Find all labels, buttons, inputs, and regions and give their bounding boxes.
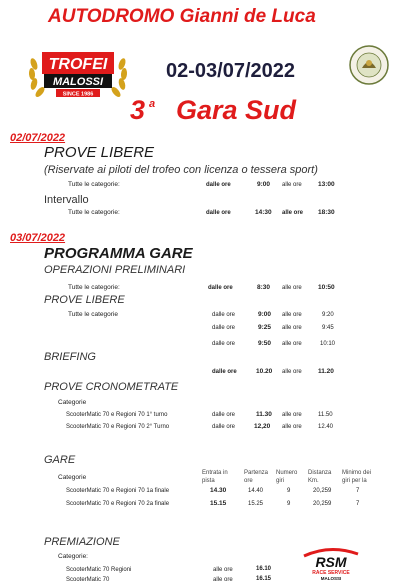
gare-row1-giri: 9 (287, 488, 291, 494)
svg-text:RACE SERVICE: RACE SERVICE (312, 570, 350, 576)
crono-row1-to-time: 11.50 (318, 412, 333, 418)
premiazione-row2-name: ScooterMatic 70 (66, 577, 110, 583)
prove-row1-to: alle ore (282, 312, 302, 318)
prove-row2-to: alle ore (282, 325, 302, 331)
day2-date: 03/07/2022 (10, 232, 66, 244)
day1-date: 02/07/2022 (10, 132, 66, 144)
premiazione-row1-name: ScooterMatic 70 Regioni (66, 567, 132, 573)
gare-row2-distanza: 20,259 (313, 501, 332, 507)
gare-row2-entrata: 15.15 (210, 500, 227, 507)
briefing-to: alle ore (282, 369, 302, 375)
day1-interval-label: Intervallo (44, 194, 89, 206)
gare-header-giri: Numero giri (276, 470, 298, 484)
day1-row1-to-time: 13:00 (318, 181, 335, 188)
crono-label: Categorie (58, 399, 87, 406)
race-name: Gara Sud (176, 95, 297, 125)
crono-row2-to: alle ore (282, 424, 302, 430)
gare-row1-partenza: 14.40 (248, 488, 264, 494)
club-seal-logo (348, 44, 390, 86)
gare-row2-name: ScooterMatic 70 e Regioni 70 2a finale (66, 501, 170, 507)
event-title: AUTODROMO Gianni de Luca (48, 6, 316, 27)
day1-row2-to: alle ore (282, 210, 304, 216)
crono-row1-from-time: 11.30 (256, 411, 272, 418)
day1-section-title: PROVE LIBERE (44, 144, 155, 161)
svg-text:MALOSSI: MALOSSI (52, 76, 104, 88)
day1-row2-from-time: 14:30 (255, 209, 272, 216)
briefing-title: BRIEFING (44, 351, 96, 363)
gare-row1-distanza: 20,259 (313, 488, 332, 494)
day1-row2-to-time: 18:30 (318, 209, 335, 216)
gare-row2-giri: 9 (287, 501, 291, 507)
svg-text:RSM: RSM (315, 554, 347, 570)
gare-header-distanza: Distanza Km. (308, 470, 332, 484)
gare-row1-minimo: 7 (356, 488, 360, 494)
prove-title: PROVE LIBERE (44, 294, 125, 306)
briefing-from-time: 10.20 (256, 368, 273, 375)
prove-row1-from: dalle ore (212, 312, 236, 318)
gare-header-minimo: Minimo dei giri per la (342, 470, 372, 484)
day1-row1-label: Tutte le categorie: (68, 181, 120, 188)
rsm-malossi-logo (300, 546, 362, 584)
day1-row1-to: alle ore (282, 182, 302, 188)
prove-row3-from: dalle ore (212, 341, 236, 347)
crono-row1-from: dalle ore (212, 412, 236, 418)
prove-row1-to-time: 9:20 (322, 312, 334, 318)
crono-row1-to: alle ore (282, 412, 302, 418)
svg-text:MALOSSI: MALOSSI (320, 576, 342, 581)
crono-row2-from: dalle ore (212, 424, 236, 430)
gare-header-partenza: Partenza ore (244, 470, 269, 484)
prove-row2-from: dalle ore (212, 325, 236, 331)
race-number-superscript: a (149, 98, 156, 110)
premiazione-row1-time: 16.10 (256, 566, 272, 572)
gare-label: Categorie (58, 474, 87, 481)
premiazione-row2-time: 16.15 (256, 576, 272, 582)
prove-label: Tutte le categorie (68, 311, 118, 318)
svg-text:TROFEI: TROFEI (48, 56, 108, 73)
briefing-to-time: 11.20 (318, 368, 334, 375)
crono-row2-to-time: 12.40 (318, 424, 334, 430)
prove-row2-from-time: 9:25 (258, 324, 272, 331)
prove-row2-to-time: 9:45 (322, 325, 334, 331)
day1-section-note: (Riservate ai piloti del trofeo con licenza o tessera sport) (44, 164, 318, 176)
premiazione-row2-at: alle ore (213, 577, 233, 583)
prelim-to: alle ore (282, 285, 302, 291)
premiazione-label: Categorie: (58, 553, 88, 560)
premiazione-row1-at: alle ore (213, 567, 233, 573)
day1-row1-from-time: 9:00 (257, 181, 271, 188)
race-number: 3 (130, 95, 146, 125)
day2-section-title: PROGRAMMA GARE (44, 245, 193, 262)
day1-row2-label: Tutte le categorie: (68, 209, 120, 216)
gare-row2-minimo: 7 (356, 501, 360, 507)
crono-title: PROVE CRONOMETRATE (44, 381, 179, 393)
prove-row3-to-time: 10:10 (320, 341, 336, 347)
prelim-label: Tutte le categorie: (68, 284, 120, 291)
prelim-from: dalle ore (208, 285, 233, 291)
event-date-range: 02-03/07/2022 (166, 60, 296, 82)
prove-row1-from-time: 9:00 (258, 311, 272, 318)
prove-row3-from-time: 9:50 (258, 340, 272, 347)
gare-row1-name: ScooterMatic 70 e Regioni 70 1a finale (66, 488, 170, 494)
prelim-title: OPERAZIONI PRELIMINARI (44, 264, 186, 276)
prove-row3-to: alle ore (282, 341, 302, 347)
gare-row2-partenza: 15.25 (248, 501, 264, 507)
prelim-from-time: 8:30 (257, 284, 271, 291)
crono-row2-from-time: 12,20 (254, 423, 271, 430)
crono-row2-name: ScooterMatic 70 e Regioni 70 2° Turno (66, 424, 170, 430)
trofei-malossi-logo (26, 46, 130, 102)
day1-row2-from: dalle ore (206, 210, 231, 216)
prelim-to-time: 10:50 (318, 284, 335, 291)
day1-row1-from: dalle ore (206, 182, 231, 188)
briefing-from: dalle ore (212, 369, 237, 375)
gare-header-entrata: Entrata in pista (202, 470, 228, 484)
svg-text:SINCE 1986: SINCE 1986 (62, 91, 94, 98)
premiazione-title: PREMIAZIONE (44, 536, 120, 548)
crono-row1-name: ScooterMatic 70 e Regioni 70 1° turno (66, 412, 168, 418)
gare-title: GARE (44, 454, 76, 466)
gare-row1-entrata: 14.30 (210, 487, 227, 494)
